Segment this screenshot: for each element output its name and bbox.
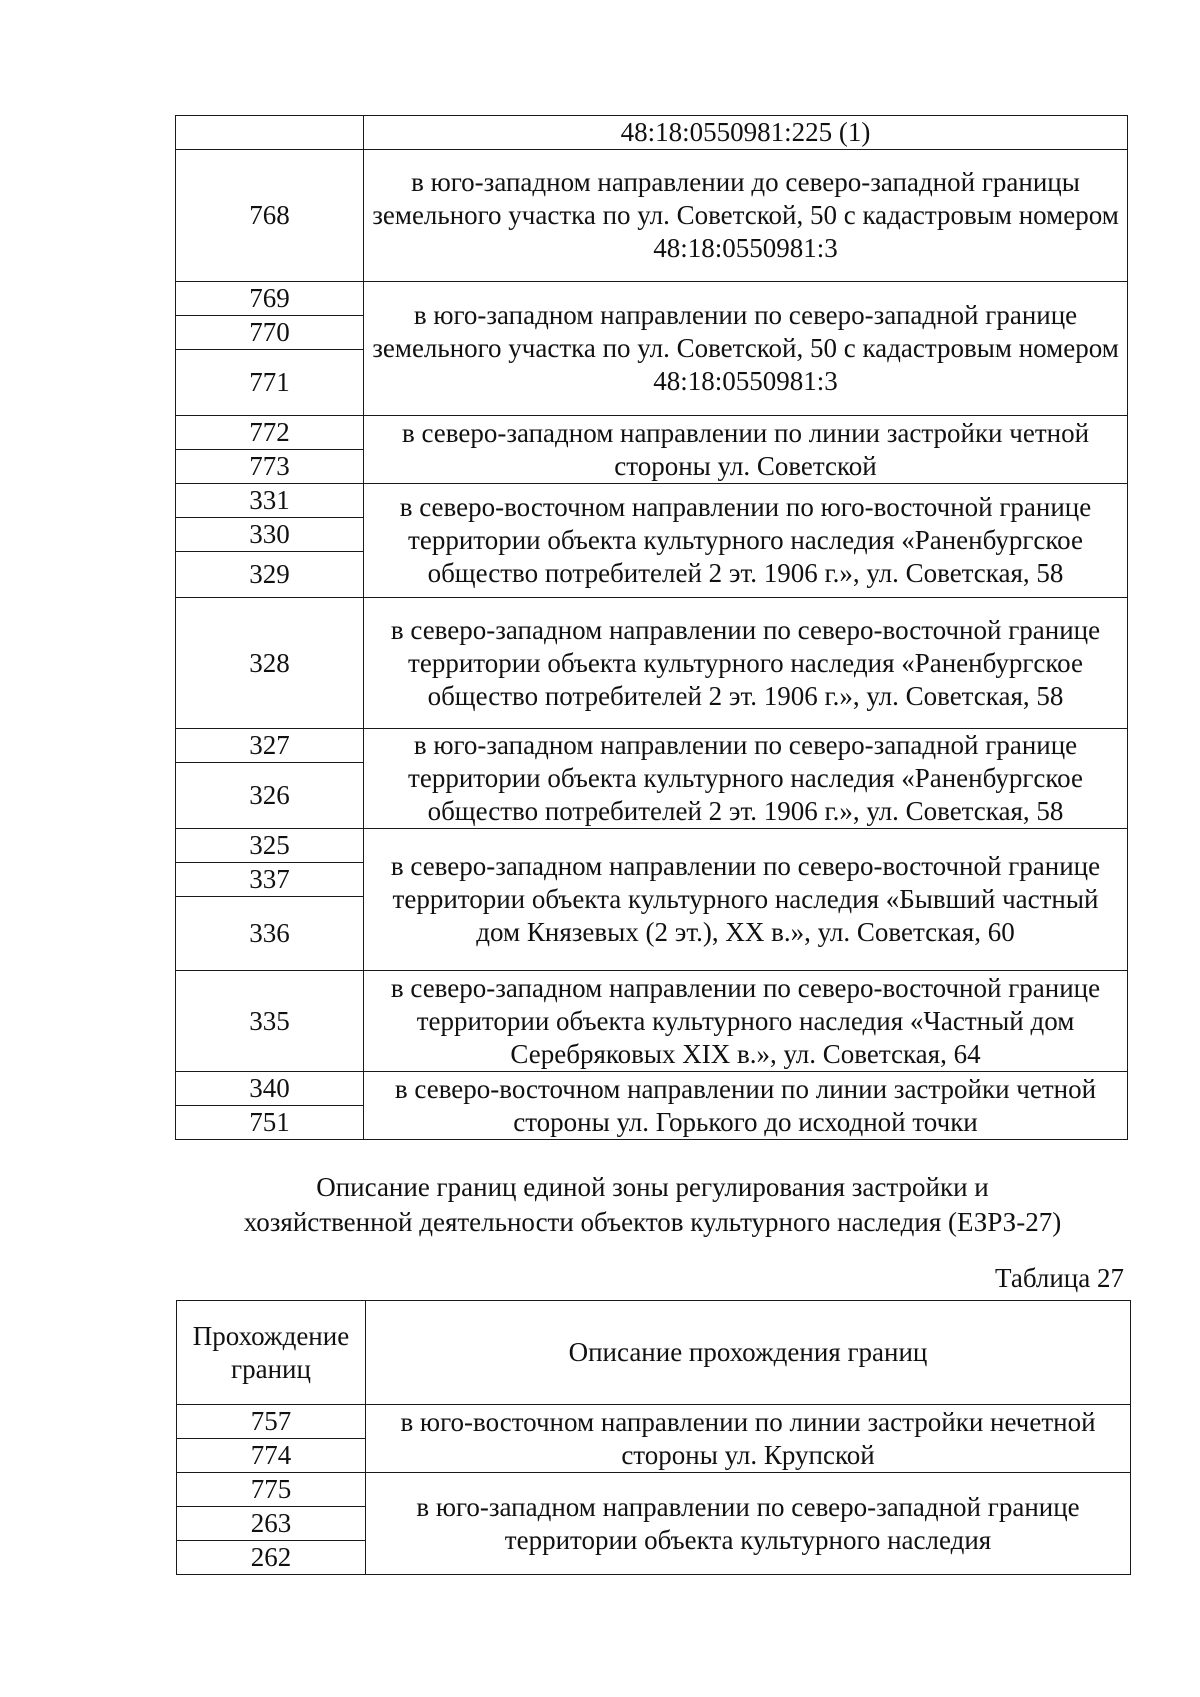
point-number-cell: 327 [176, 729, 364, 763]
section-heading [175, 1170, 1130, 1240]
point-number-cell: 325 [176, 829, 364, 863]
table-row [177, 1405, 1131, 1439]
point-number-cell: 331 [176, 484, 364, 518]
point-number-cell: 262 [177, 1541, 366, 1575]
boundary-description-cell: в северо-западном направлении по северо-восточной границе территории объекта культурного наследия «Бывший частный дом Князевых (2 эт.), XX в.», ул. Советская, 60 [364, 829, 1128, 971]
point-number-cell: 326 [176, 763, 364, 829]
ezrz-27-boundary-table [176, 1300, 1131, 1575]
empty-cell [176, 116, 364, 150]
point-number-cell: 768 [176, 150, 364, 282]
point-number-cell: 263 [177, 1507, 366, 1541]
point-number-cell: 335 [176, 971, 364, 1072]
table-row [176, 829, 1128, 863]
point-number-cell: 328 [176, 598, 364, 729]
point-number-cell: 757 [177, 1405, 366, 1439]
point-number-cell: 771 [176, 350, 364, 416]
table-row [176, 1072, 1128, 1106]
boundary-description-cell: в северо-восточном направлении по юго-восточной границе территории объекта культурного наследия «Раненбургское общество потребителей 2 эт. 1906 г.», ул. Советская, 58 [364, 484, 1128, 598]
table-row [176, 971, 1128, 1072]
point-number-cell: 330 [176, 518, 364, 552]
table-row [176, 484, 1128, 518]
table-row [176, 150, 1128, 282]
column-header-description: Описание прохождения границ [366, 1301, 1131, 1405]
point-number-cell: 774 [177, 1439, 366, 1473]
boundary-description-cell: в северо-восточном направлении по линии застройки четной стороны ул. Горького до исходной точки [364, 1072, 1128, 1140]
point-number-cell: 773 [176, 450, 364, 484]
table-row [176, 598, 1128, 729]
table-row [176, 116, 1128, 150]
boundary-description-cell: в северо-западном направлении по северо-восточной границе территории объекта культурного наследия «Раненбургское общество потребителей 2 эт. 1906 г.», ул. Советская, 58 [364, 598, 1128, 729]
table-row [176, 729, 1128, 763]
boundary-description-cell: в северо-западном направлении по северо-восточной границе территории объекта культурного наследия «Частный дом Серебряковых XIX в.», ул. Советская, 64 [364, 971, 1128, 1072]
boundary-description-cell: в юго-западном направлении по северо-западной границе земельного участка по ул. Советской, 50 с кадастровым номером 48:18:0550981:3 [364, 282, 1128, 416]
boundary-description-cell: в северо-западном направлении по линии застройки четной стороны ул. Советской [364, 416, 1128, 484]
table-header-row [177, 1301, 1131, 1405]
point-number-cell: 751 [176, 1106, 364, 1140]
boundary-points-table-continued [175, 115, 1128, 1140]
point-number-cell: 770 [176, 316, 364, 350]
point-number-cell: 329 [176, 552, 364, 598]
point-number-cell: 336 [176, 897, 364, 971]
boundary-description-cell: в юго-западном направлении по северо-западной границе территории объекта культурного наследия [366, 1473, 1131, 1575]
boundary-description-cell: в юго-западном направлении по северо-западной границе территории объекта культурного наследия «Раненбургское общество потребителей 2 эт. 1906 г.», ул. Советская, 58 [364, 729, 1128, 829]
point-number-cell: 340 [176, 1072, 364, 1106]
table-caption: Таблица 27 [995, 1263, 1124, 1293]
cadastral-number-cell: 48:18:0550981:225 (1) [364, 116, 1128, 150]
column-header-points: Прохождение границ [177, 1301, 366, 1405]
point-number-cell: 337 [176, 863, 364, 897]
boundary-description-cell: в юго-западном направлении до северо-западной границы земельного участка по ул. Советской, 50 с кадастровым номером 48:18:0550981:3 [364, 150, 1128, 282]
table-row [176, 416, 1128, 450]
section-heading-line: Описание границ единой зоны регулирования застройки и [316, 1172, 989, 1202]
table-row [176, 282, 1128, 316]
table-row [177, 1473, 1131, 1507]
boundary-description-cell: в юго-восточном направлении по линии застройки нечетной стороны ул. Крупской [366, 1405, 1131, 1473]
section-heading-line: хозяйственной деятельности объектов культурного наследия (ЕЗРЗ-27) [243, 1207, 1062, 1237]
point-number-cell: 772 [176, 416, 364, 450]
point-number-cell: 775 [177, 1473, 366, 1507]
point-number-cell: 769 [176, 282, 364, 316]
